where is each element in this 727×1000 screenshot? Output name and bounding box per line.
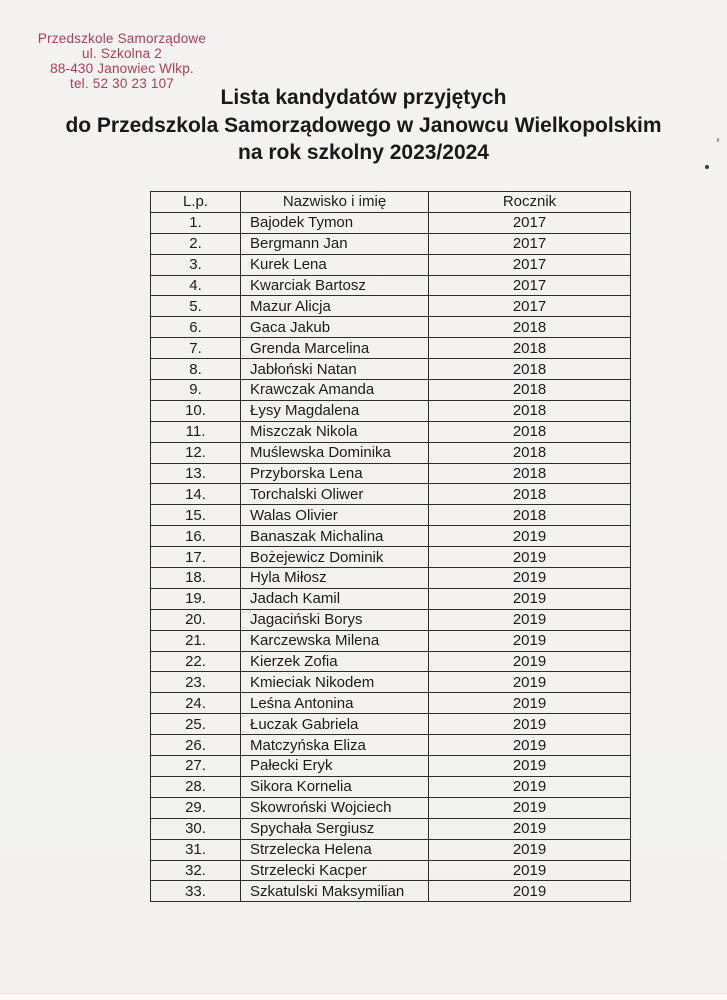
cell-ordinal: 2. [151, 233, 241, 254]
table-row [151, 609, 631, 630]
table-row [151, 233, 631, 254]
cell-year: 2019 [429, 714, 631, 735]
cell-year: 2019 [429, 860, 631, 881]
title-line-3: na rok szkolny 2023/2024 [238, 141, 489, 164]
cell-name: Torchalski Oliwer [241, 484, 429, 505]
cell-year: 2018 [429, 338, 631, 359]
school-address-stamp [34, 31, 210, 91]
table-body [151, 212, 631, 901]
table-row [151, 568, 631, 589]
cell-ordinal: 16. [151, 526, 241, 547]
cell-year: 2018 [429, 484, 631, 505]
cell-ordinal: 6. [151, 317, 241, 338]
cell-year: 2019 [429, 526, 631, 547]
title-line-2: do Przedszkola Samorządowego w Janowcu Wielkopolskim [65, 113, 662, 137]
cell-name: Banaszak Michalina [241, 526, 429, 547]
table-row [151, 672, 631, 693]
cell-name: Jadach Kamil [241, 588, 429, 609]
cell-year: 2019 [429, 588, 631, 609]
table-row [151, 693, 631, 714]
table-row [151, 421, 631, 442]
cell-name: Kurek Lena [241, 254, 429, 275]
cell-name: Sikora Kornelia [241, 776, 429, 797]
header-rocznik: Rocznik [429, 192, 631, 213]
cell-ordinal: 3. [151, 254, 241, 275]
cell-name: Kmieciak Nikodem [241, 672, 429, 693]
table-row [151, 212, 631, 233]
cell-year: 2019 [429, 630, 631, 651]
cell-ordinal: 27. [151, 756, 241, 777]
table-row [151, 317, 631, 338]
cell-name: Matczyńska Eliza [241, 735, 429, 756]
cell-name: Łuczak Gabriela [241, 714, 429, 735]
cell-year: 2019 [429, 776, 631, 797]
cell-year: 2019 [429, 818, 631, 839]
cell-year: 2018 [429, 400, 631, 421]
cell-ordinal: 31. [151, 839, 241, 860]
table-header-row [151, 192, 631, 213]
cell-year: 2019 [429, 547, 631, 568]
cell-ordinal: 10. [151, 400, 241, 421]
table-row [151, 735, 631, 756]
cell-name: Karczewska Milena [241, 630, 429, 651]
cell-year: 2019 [429, 672, 631, 693]
table-row [151, 380, 631, 401]
cell-name: Szkatulski Maksymilian [241, 881, 429, 902]
stamp-line-phone: tel. 52 30 23 107 [70, 76, 174, 91]
table-row [151, 756, 631, 777]
table-row [151, 588, 631, 609]
table-row [151, 338, 631, 359]
cell-ordinal: 22. [151, 651, 241, 672]
cell-ordinal: 29. [151, 797, 241, 818]
cell-year: 2017 [429, 212, 631, 233]
cell-year: 2019 [429, 651, 631, 672]
cell-year: 2019 [429, 693, 631, 714]
cell-year: 2017 [429, 254, 631, 275]
cell-year: 2019 [429, 881, 631, 902]
cell-name: Pałecki Eryk [241, 756, 429, 777]
cell-year: 2019 [429, 609, 631, 630]
cell-ordinal: 23. [151, 672, 241, 693]
cell-year: 2018 [429, 463, 631, 484]
cell-ordinal: 7. [151, 338, 241, 359]
cell-ordinal: 15. [151, 505, 241, 526]
cell-ordinal: 26. [151, 735, 241, 756]
cell-year: 2019 [429, 756, 631, 777]
cell-name: Bergmann Jan [241, 233, 429, 254]
cell-ordinal: 33. [151, 881, 241, 902]
cell-ordinal: 8. [151, 359, 241, 380]
cell-year: 2018 [429, 421, 631, 442]
table-row [151, 651, 631, 672]
cell-year: 2018 [429, 317, 631, 338]
cell-name: Muślewska Dominika [241, 442, 429, 463]
cell-name: Miszczak Nikola [241, 421, 429, 442]
cell-ordinal: 19. [151, 588, 241, 609]
cell-ordinal: 17. [151, 547, 241, 568]
cell-name: Hyla Miłosz [241, 568, 429, 589]
cell-ordinal: 24. [151, 693, 241, 714]
table-row [151, 818, 631, 839]
cell-ordinal: 32. [151, 860, 241, 881]
cell-name: Jabłoński Natan [241, 359, 429, 380]
cell-ordinal: 30. [151, 818, 241, 839]
cell-ordinal: 21. [151, 630, 241, 651]
cell-year: 2017 [429, 233, 631, 254]
header-lp: L.p. [151, 192, 241, 213]
cell-name: Kwarciak Bartosz [241, 275, 429, 296]
table-row [151, 630, 631, 651]
cell-year: 2017 [429, 296, 631, 317]
table-row [151, 254, 631, 275]
table-row [151, 860, 631, 881]
cell-name: Leśna Antonina [241, 693, 429, 714]
table-row [151, 484, 631, 505]
candidates-table [150, 191, 631, 902]
cell-year: 2019 [429, 797, 631, 818]
cell-name: Strzelecka Helena [241, 839, 429, 860]
cell-year: 2017 [429, 275, 631, 296]
cell-name: Przyborska Lena [241, 463, 429, 484]
cell-ordinal: 4. [151, 275, 241, 296]
table-row [151, 881, 631, 902]
stamp-line-school-name: Przedszkole Samorządowe [37, 31, 207, 46]
page-title [0, 84, 727, 167]
cell-year: 2018 [429, 380, 631, 401]
cell-name: Krawczak Amanda [241, 380, 429, 401]
table-row [151, 359, 631, 380]
cell-ordinal: 11. [151, 421, 241, 442]
cell-ordinal: 12. [151, 442, 241, 463]
cell-name: Łysy Magdalena [241, 400, 429, 421]
table-row [151, 275, 631, 296]
table-row [151, 463, 631, 484]
stamp-line-city: 88-430 Janowiec Wlkp. [50, 61, 194, 76]
cell-ordinal: 9. [151, 380, 241, 401]
table-row [151, 797, 631, 818]
cell-year: 2018 [429, 505, 631, 526]
cell-name: Strzelecki Kacper [241, 860, 429, 881]
cell-year: 2018 [429, 359, 631, 380]
candidates-table-container [150, 191, 631, 902]
cell-name: Gaca Jakub [241, 317, 429, 338]
table-row [151, 442, 631, 463]
cell-name: Mazur Alicja [241, 296, 429, 317]
cell-ordinal: 18. [151, 568, 241, 589]
cell-ordinal: 14. [151, 484, 241, 505]
header-name: Nazwisko i imię [241, 192, 429, 213]
cell-ordinal: 28. [151, 776, 241, 797]
table-row [151, 296, 631, 317]
table-row [151, 526, 631, 547]
cell-ordinal: 1. [151, 212, 241, 233]
cell-ordinal: 20. [151, 609, 241, 630]
table-row [151, 776, 631, 797]
table-row [151, 714, 631, 735]
scan-dust-speck [705, 165, 709, 169]
cell-name: Walas Olivier [241, 505, 429, 526]
stamp-line-street: ul. Szkolna 2 [82, 46, 162, 61]
cell-year: 2018 [429, 442, 631, 463]
cell-name: Jagaciński Borys [241, 609, 429, 630]
cell-year: 2019 [429, 735, 631, 756]
cell-name: Spychała Sergiusz [241, 818, 429, 839]
cell-name: Skowroński Wojciech [241, 797, 429, 818]
cell-ordinal: 25. [151, 714, 241, 735]
table-row [151, 547, 631, 568]
table-row [151, 839, 631, 860]
cell-name: Bajodek Tymon [241, 212, 429, 233]
cell-ordinal: 13. [151, 463, 241, 484]
cell-name: Kierzek Zofia [241, 651, 429, 672]
cell-ordinal: 5. [151, 296, 241, 317]
title-line-1: Lista kandydatów przyjętych [220, 86, 507, 109]
cell-name: Grenda Marcelina [241, 338, 429, 359]
table-row [151, 400, 631, 421]
cell-year: 2019 [429, 568, 631, 589]
cell-name: Bożejewicz Dominik [241, 547, 429, 568]
cell-year: 2019 [429, 839, 631, 860]
table-row [151, 505, 631, 526]
scanner-bottom-edge [0, 993, 727, 1000]
